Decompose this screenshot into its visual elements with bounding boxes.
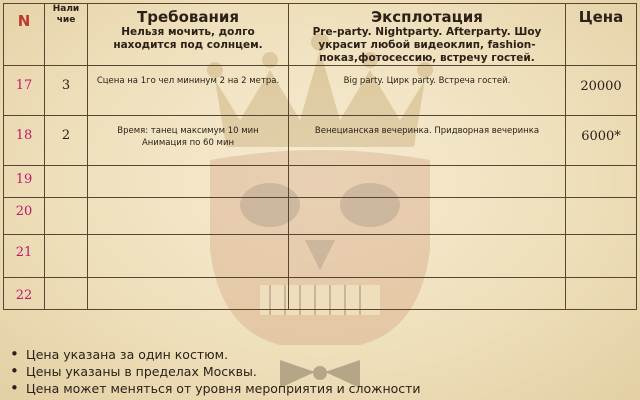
row-number: 18 [4, 116, 45, 166]
row-number: 21 [4, 235, 45, 278]
row-qty [45, 166, 88, 198]
row-requirements [88, 198, 289, 235]
row-number: 17 [4, 66, 45, 116]
row-qty [45, 198, 88, 235]
row-exploitation [289, 235, 566, 278]
row-qty: 2 [45, 116, 88, 166]
table-row [4, 66, 637, 116]
header-requirements-title: Требования [136, 8, 240, 26]
table-row [4, 166, 637, 198]
row-exploitation: Big party. Цирк party. Встреча гостей. [289, 66, 566, 116]
row-requirements [88, 166, 289, 198]
note-item: • Цены указаны в пределах Москвы. [10, 363, 421, 380]
header-requirements-sub: Нельзя мочить, долго находится под солнцем. [113, 26, 263, 51]
header-price [566, 4, 637, 66]
table-row [4, 235, 637, 278]
row-price: 20000 [566, 66, 637, 116]
row-qty [45, 278, 88, 310]
row-exploitation [289, 166, 566, 198]
row-exploitation: Венецианская вечеринка. Придворная вечеринка [289, 116, 566, 166]
table-row [4, 278, 637, 310]
row-price [566, 235, 637, 278]
header-qty: Нали чие [45, 4, 88, 66]
row-number: 20 [4, 198, 45, 235]
row-requirements: Время: танец максимум 10 мин Анимация по 60 мин [88, 116, 289, 166]
costume-table [3, 3, 637, 310]
row-exploitation [289, 198, 566, 235]
row-number: 22 [4, 278, 45, 310]
row-price [566, 278, 637, 310]
header-requirements [88, 4, 289, 66]
row-requirements: Сцена на 1го чел мининум 2 на 2 метра. [88, 66, 289, 116]
header-exploitation-sub: Pre-party. Nightparty. Afterparty. Шоу украсит любой видеоклип, fashion-показ,фотосессию, встречу гостей. [312, 26, 542, 64]
row-price [566, 166, 637, 198]
header-exploitation-title: Эксплотация [371, 8, 483, 26]
header-n: N [4, 4, 45, 66]
row-qty: 3 [45, 66, 88, 116]
row-price [566, 198, 637, 235]
row-requirements [88, 235, 289, 278]
row-qty [45, 235, 88, 278]
table-row [4, 198, 637, 235]
note-item: • Цена может меняться от уровня мероприятия и сложности [10, 380, 421, 397]
table-row [4, 116, 637, 166]
price-notes [10, 346, 421, 397]
header-price-title: Цена [578, 8, 624, 26]
row-number: 19 [4, 166, 45, 198]
note-item: • Цена указана за один костюм. [10, 346, 421, 363]
row-requirements [88, 278, 289, 310]
header-exploitation [289, 4, 566, 66]
row-price: 6000* [566, 116, 637, 166]
row-exploitation [289, 278, 566, 310]
header-row [4, 4, 637, 66]
